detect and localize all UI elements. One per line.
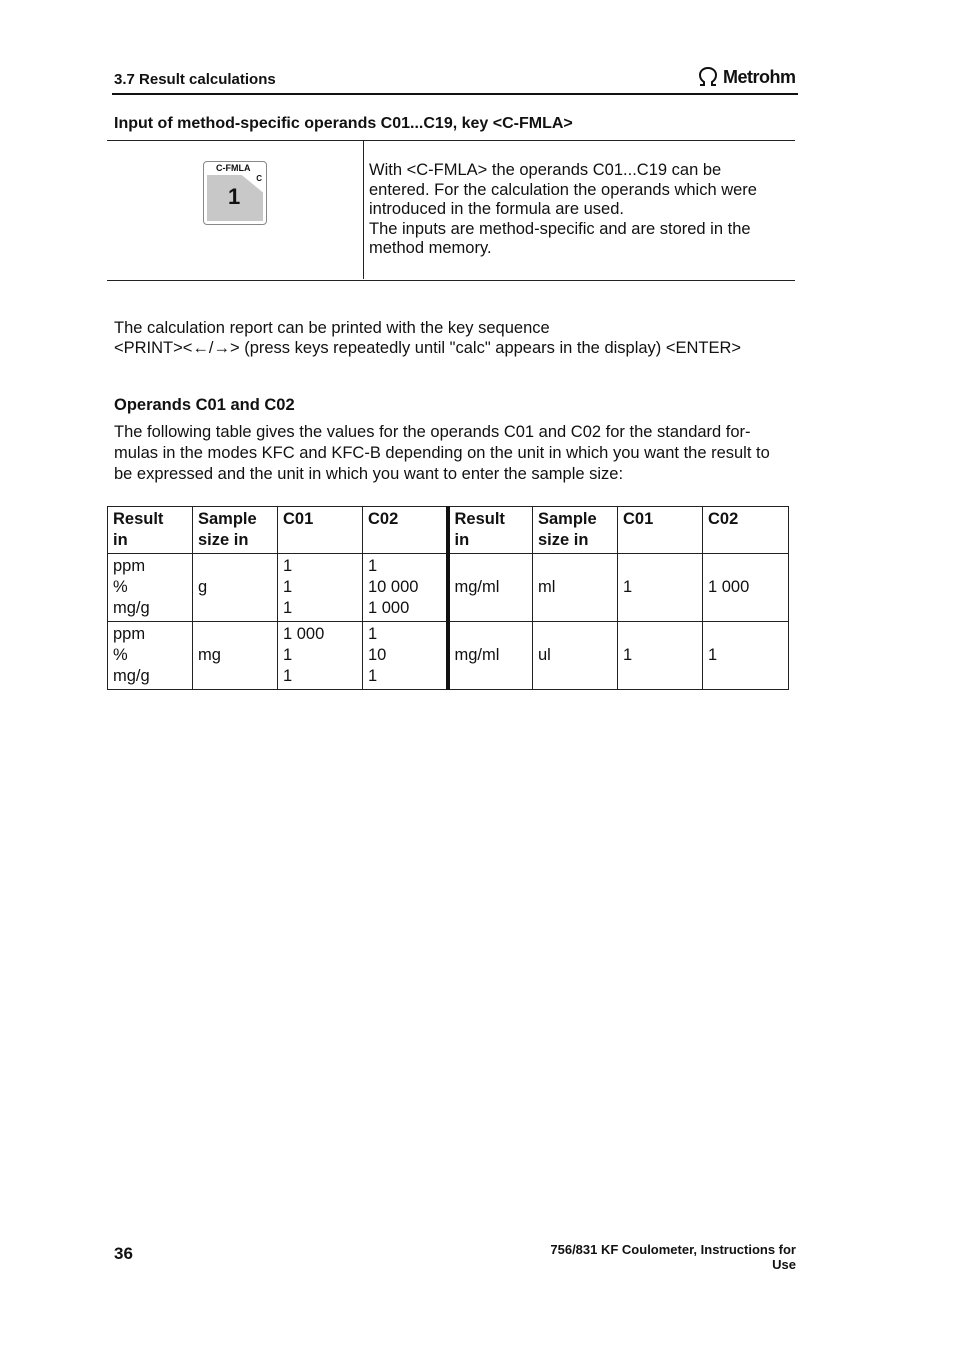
page-number: 36: [114, 1244, 133, 1263]
table-cell: ppm % mg/g: [108, 622, 193, 690]
table-header-cell: Result in: [448, 507, 533, 554]
key-corner-label: C: [256, 174, 262, 183]
table-cell: g: [193, 554, 278, 622]
table-cell: ml: [533, 554, 618, 622]
table-header-row: [108, 507, 789, 554]
table-header-cell: Result in: [108, 507, 193, 554]
report-note: [114, 318, 814, 358]
brand-logo: [697, 66, 796, 88]
operands-table: [107, 506, 789, 690]
table-cell: 1 10 000 1 000: [363, 554, 448, 622]
table-cell: mg/ml: [448, 622, 533, 690]
table-cell: 1: [703, 622, 789, 690]
footer-doc-title: 756/831 KF Coulometer, Instructions for Use: [550, 1242, 796, 1272]
c-fmla-key: [203, 161, 267, 225]
key-digit: 1: [228, 184, 241, 209]
operands-intro-line: The following table gives the values for the operands C01 and C02 for the standard for-: [114, 423, 751, 441]
header-rule: [112, 93, 798, 95]
operands-intro-line: be expressed and the unit in which you want to enter the sample size:: [114, 465, 624, 483]
key-description-line: entered. For the calculation the operands which were: [369, 180, 757, 199]
table-header-cell: C02: [363, 507, 448, 554]
brand-name: Metrohm: [723, 66, 796, 87]
table-header-cell: C01: [618, 507, 703, 554]
table-cell: 1 000 1 1: [278, 622, 363, 690]
key-description-line: method memory.: [369, 239, 492, 258]
table-cell: ppm % mg/g: [108, 554, 193, 622]
key-description-line: The inputs are method-specific and are stored in the: [369, 219, 751, 238]
table-header-cell: C02: [703, 507, 789, 554]
operands-intro: [114, 422, 804, 485]
table-cell: 1 1 1: [278, 554, 363, 622]
key-section-title: Input of method-specific operands C01...C19, key <C-FMLA>: [114, 115, 573, 132]
table-cell: mg: [193, 622, 278, 690]
key-info-divider: [363, 141, 364, 279]
table-row: [108, 622, 789, 690]
report-note-line: The calculation report can be printed with the key sequence: [114, 319, 550, 337]
key-top-label: C-FMLA: [216, 163, 251, 173]
table-cell: mg/ml: [448, 554, 533, 622]
report-note-line: <PRINT><←/→> (press keys repeatedly until "calc" appears in the display) <ENTER>: [114, 339, 742, 357]
table-header-cell: C01: [278, 507, 363, 554]
table-cell: ul: [533, 622, 618, 690]
running-header-title: 3.7 Result calculations: [114, 71, 276, 88]
table-row: [108, 554, 789, 622]
table-header-cell: Sample size in: [193, 507, 278, 554]
operands-intro-line: mulas in the modes KFC and KFC-B depending on the unit in which you want the result to: [114, 444, 770, 462]
operands-section-title: Operands C01 and C02: [114, 396, 295, 414]
table-cell: 1 000: [703, 554, 789, 622]
table-cell: 1: [618, 554, 703, 622]
metrohm-omega-icon: [697, 66, 719, 88]
table-cell: 1: [618, 622, 703, 690]
key-description-line: With <C-FMLA> the operands C01...C19 can be: [369, 161, 722, 179]
key-description-line: introduced in the formula are used.: [369, 200, 624, 219]
table-header-cell: Sample size in: [533, 507, 618, 554]
key-description: [369, 161, 789, 259]
table-cell: 1 10 1: [363, 622, 448, 690]
